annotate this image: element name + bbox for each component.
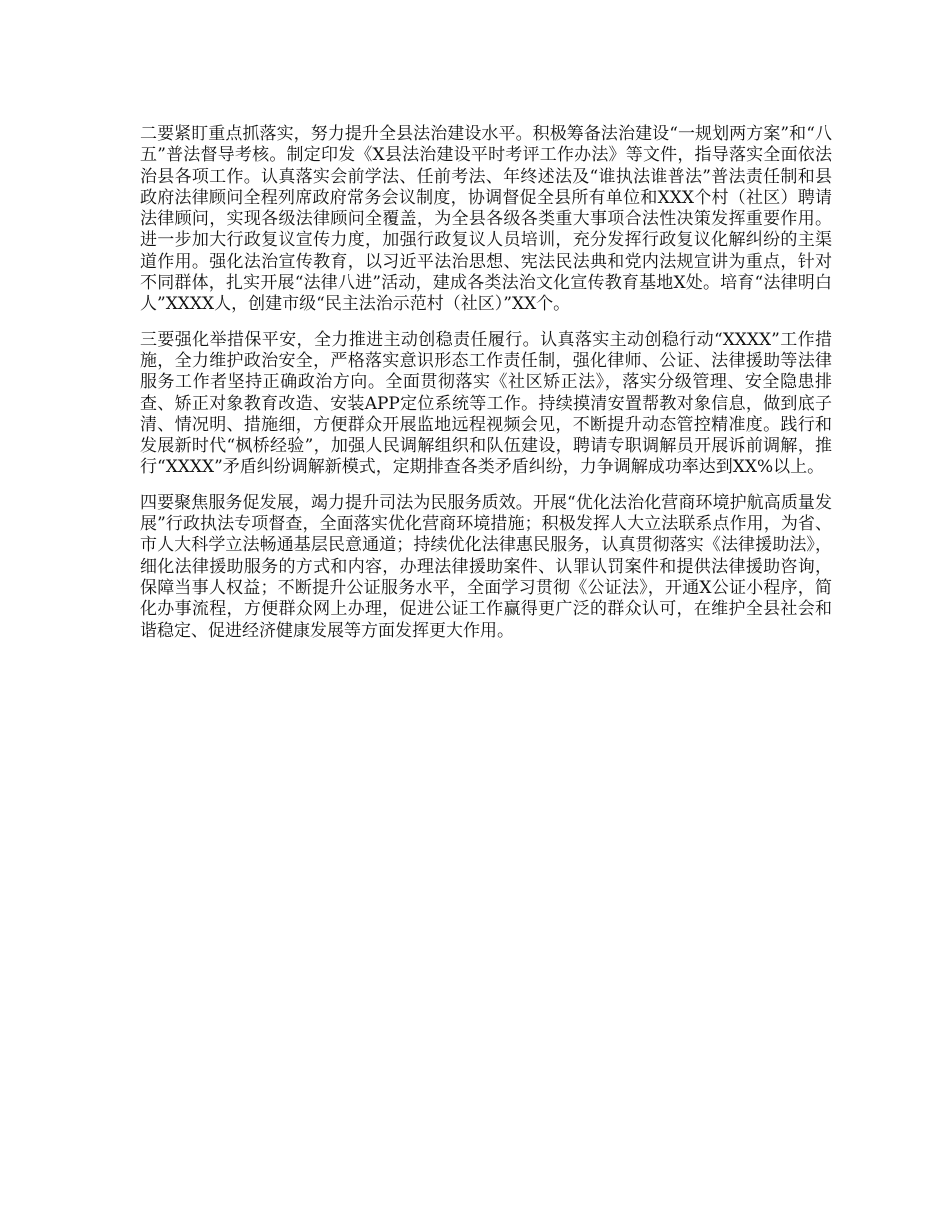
document-body bbox=[140, 124, 832, 656]
paragraph-2: 二要紧盯重点抓落实，努力提升全县法治建设水平。积极筹备法治建设“一规划两方案”和“八五”普法督导考核。制定印发《X县法治建设平时考评工作办法》等文件，指导落实全面依法治县各项工作。认真落实会前学法、任前考法、年终述法及“谁执法谁普法”普法责任制和县政府法律顾问全程列席政府常务会议制度，协调督促全县所有单位和XXX个村（社区）聘请法律顾问，实现各级法律顾问全覆盖，为全县各级各类重大事项合法性决策发挥重要作用。进一步加大行政复议宣传力度，加强行政复议人员培训，充分发挥行政复议化解纠纷的主渠道作用。强化法治宣传教育，以习近平法治思想、宪法民法典和党内法规宣讲为重点，针对不同群体，扎实开展“法律八进”活动，建成各类法治文化宣传教育基地X处。培育“法律明白人”XXXX人，创建市级“民主法治示范村（社区）”XX个。 bbox=[140, 124, 832, 315]
paragraph-4: 四要聚焦服务促发展，竭力提升司法为民服务质效。开展“优化法治化营商环境护航高质量发展”行政执法专项督查，全面落实优化营商环境措施；积极发挥人大立法联系点作用，为省、市人大科学立法畅通基层民意通道；持续优化法律惠民服务，认真贯彻落实《法律援助法》，细化法律援助服务的方式和内容，办理法律援助案件、认罪认罚案件和提供法律援助咨询，保障当事人权益；不断提升公证服务水平，全面学习贯彻《公证法》，开通X公证小程序，简化办事流程，方便群众网上办理，促进公证工作赢得更广泛的群众认可，在维护全县社会和谐稳定、促进经济健康发展等方面发挥更大作用。 bbox=[140, 492, 832, 641]
paragraph-3: 三要强化举措保平安，全力推进主动创稳责任履行。认真落实主动创稳行动“XXXX”工作措施，全力维护政治安全，严格落实意识形态工作责任制，强化律师、公证、法律援助等法律服务工作者坚持正确政治方向。全面贯彻落实《社区矫正法》，落实分级管理、安全隐患排查、矫正对象教育改造、安装APP定位系统等工作。持续摸清安置帮教对象信息，做到底子清、情况明、措施细，方便群众开展监地远程视频会见，不断提升动态管控精准度。践行和发展新时代“枫桥经验”，加强人民调解组织和队伍建设，聘请专职调解员开展诉前调解，推行“XXXX”矛盾纠纷调解新模式，定期排查各类矛盾纠纷，力争调解成功率达到XX%以上。 bbox=[140, 329, 832, 478]
